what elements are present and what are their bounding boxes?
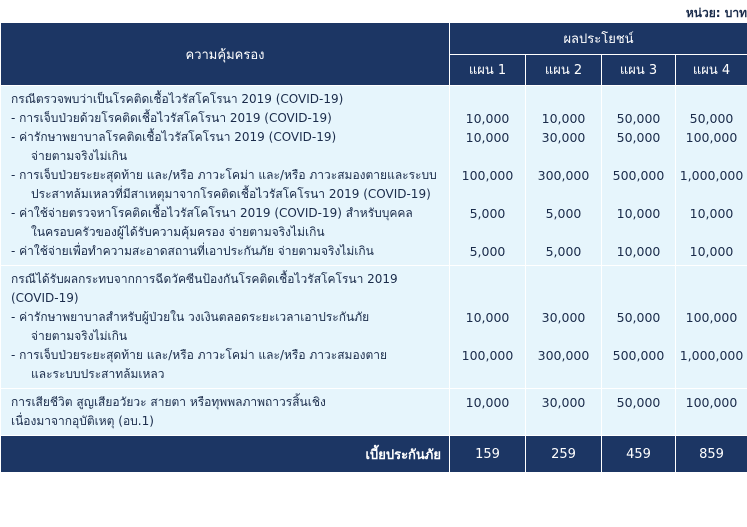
section-row (1, 86, 747, 266)
section-row (1, 389, 747, 436)
benefit-value (676, 289, 747, 308)
benefit-value (450, 365, 525, 384)
coverage-table (0, 22, 747, 473)
benefit-value (450, 147, 525, 166)
plan-3-values (602, 86, 676, 266)
plan-1-values (450, 86, 526, 266)
benefit-value: 30,000 (541, 395, 586, 410)
benefit-value: 50,000 (616, 310, 661, 325)
benefit-value (526, 412, 601, 431)
benefit-value (602, 365, 675, 384)
benefit-value: 1,000,000 (679, 168, 744, 183)
benefit-value (676, 327, 747, 346)
benefit-value: 10,000 (541, 111, 586, 126)
benefit-value (450, 223, 525, 242)
premium-plan-3: 459 (602, 436, 676, 473)
premium-label: เบี้ยประกันภัย (1, 436, 450, 473)
benefit-value (602, 327, 675, 346)
benefit-value (526, 270, 601, 289)
coverage-description (1, 266, 450, 389)
unit-note: หน่วย: บาท (685, 6, 747, 20)
benefit-value: 100,000 (685, 395, 738, 410)
benefit-value: 300,000 (537, 168, 590, 183)
coverage-bullet: - การเจ็บป่วยระยะสุดท้าย และ/หรือ ภาวะโคม่า และ/หรือ ภาวะสมองตายและระบบ (11, 168, 437, 182)
benefit-value: 10,000 (465, 310, 510, 325)
benefit-value (450, 90, 525, 109)
benefit-value (526, 147, 601, 166)
benefit-value (676, 223, 747, 242)
benefit-value: 500,000 (612, 348, 665, 363)
benefit-value (526, 185, 601, 204)
premium-plan-4: 859 (676, 436, 747, 473)
plan-4-values (676, 389, 747, 436)
coverage-line: จ่ายตามจริงไม่เกิน (31, 149, 128, 163)
benefit-value: 50,000 (689, 111, 734, 126)
plan-1-header: แผน 1 (450, 54, 526, 86)
coverage-bullet: - ค่าใช้จ่ายตรวจหาโรคติดเชื้อไวรัสโคโรนา 2019 (COVID-19) สำหรับบุคคล (11, 206, 413, 220)
coverage-line: เนื่องมาจากอุบัติเหตุ (อบ.1) (11, 414, 154, 428)
plan-2-values (526, 389, 602, 436)
benefit-value (602, 185, 675, 204)
benefit-value: 100,000 (461, 168, 514, 183)
benefit-value (526, 90, 601, 109)
benefit-value (526, 289, 601, 308)
benefit-value: 5,000 (469, 244, 506, 259)
benefit-value: 10,000 (465, 130, 510, 145)
coverage-bullet: - ค่ารักษาพยาบาลโรคติดเชื้อไวรัสโคโรนา 2019 (COVID-19) (11, 130, 337, 144)
premium-plan-2: 259 (526, 436, 602, 473)
coverage-line: กรณีได้รับผลกระทบจากการฉีดวัคซีนป้องกันโรคติดเชื้อไวรัสโคโรนา 2019 (11, 272, 398, 286)
coverage-description (1, 86, 450, 266)
plan-2-values (526, 266, 602, 389)
benefit-value: 5,000 (545, 206, 582, 221)
coverage-line: (COVID-19) (11, 291, 79, 305)
benefit-value: 300,000 (537, 348, 590, 363)
benefit-value: 100,000 (461, 348, 514, 363)
plan-4-header: แผน 4 (676, 54, 747, 86)
benefit-value (526, 223, 601, 242)
benefit-value: 50,000 (616, 111, 661, 126)
benefit-value: 100,000 (685, 310, 738, 325)
benefit-value (602, 147, 675, 166)
benefit-value: 500,000 (612, 168, 665, 183)
coverage-bullet: - การเจ็บป่วยระยะสุดท้าย และ/หรือ ภาวะโคม่า และ/หรือ ภาวะสมองตาย (11, 348, 388, 362)
plan-3-values (602, 266, 676, 389)
benefit-value: 100,000 (685, 130, 738, 145)
benefit-value (602, 289, 675, 308)
benefit-value (676, 365, 747, 384)
coverage-line: จ่ายตามจริงไม่เกิน (31, 329, 128, 343)
benefit-value: 1,000,000 (679, 348, 744, 363)
benefit-value: 5,000 (469, 206, 506, 221)
benefit-value (676, 147, 747, 166)
benefit-value: 10,000 (689, 244, 734, 259)
coverage-line: ในครอบครัวของผู้ได้รับความคุ้มครอง จ่ายตามจริงไม่เกิน (31, 225, 325, 239)
benefit-value (450, 185, 525, 204)
benefit-value (526, 327, 601, 346)
table-body (1, 86, 747, 436)
benefit-value (526, 365, 601, 384)
plan-3-values (602, 389, 676, 436)
coverage-description (1, 389, 450, 436)
benefit-value (602, 412, 675, 431)
benefit-value (602, 223, 675, 242)
benefit-value (450, 412, 525, 431)
premium-plan-1: 159 (450, 436, 526, 473)
coverage-header: ความคุ้มครอง (1, 23, 450, 86)
benefit-value: 10,000 (465, 395, 510, 410)
benefit-value (450, 327, 525, 346)
coverage-line: กรณีตรวจพบว่าเป็นโรคติดเชื้อไวรัสโคโรนา 2019 (COVID-19) (11, 92, 344, 106)
benefits-header: ผลประโยชน์ (450, 23, 747, 55)
benefit-value (450, 289, 525, 308)
coverage-bullet: - การเจ็บป่วยด้วยโรคติดเชื้อไวรัสโคโรนา 2019 (COVID-19) (11, 111, 332, 125)
benefit-value: 5,000 (545, 244, 582, 259)
coverage-line: และระบบประสาทล้มเหลว (31, 367, 165, 381)
benefit-value (676, 270, 747, 289)
plan-3-header: แผน 3 (602, 54, 676, 86)
benefit-value (676, 185, 747, 204)
plan-1-values (450, 266, 526, 389)
coverage-line: ประสาทล้มเหลวที่มีสาเหตุมาจากโรคติดเชื้อไวรัสโคโรนา 2019 (COVID-19) (31, 187, 431, 201)
benefit-value: 10,000 (689, 206, 734, 221)
benefit-value (602, 270, 675, 289)
section-row (1, 266, 747, 389)
benefit-value: 50,000 (616, 130, 661, 145)
plan-2-values (526, 86, 602, 266)
benefit-value: 10,000 (616, 206, 661, 221)
plan-4-values (676, 86, 747, 266)
benefit-value: 10,000 (616, 244, 661, 259)
plan-4-values (676, 266, 747, 389)
plan-1-values (450, 389, 526, 436)
benefit-value (676, 412, 747, 431)
benefit-value (450, 270, 525, 289)
benefit-value (676, 90, 747, 109)
coverage-bullet: - ค่าใช้จ่ายเพื่อทำความสะอาดสถานที่เอาประกันภัย จ่ายตามจริงไม่เกิน (11, 244, 374, 258)
plan-2-header: แผน 2 (526, 54, 602, 86)
benefit-value: 50,000 (616, 395, 661, 410)
coverage-line: การเสียชีวิต สูญเสียอวัยวะ สายตา หรือทุพพลภาพถาวรสิ้นเชิง (11, 395, 326, 409)
benefit-value (602, 90, 675, 109)
coverage-bullet: - ค่ารักษาพยาบาลสำหรับผู้ป่วยใน วงเงินตลอดระยะเวลาเอาประกันภัย (11, 310, 370, 324)
benefit-value: 30,000 (541, 310, 586, 325)
benefit-value: 10,000 (465, 111, 510, 126)
benefit-value: 30,000 (541, 130, 586, 145)
